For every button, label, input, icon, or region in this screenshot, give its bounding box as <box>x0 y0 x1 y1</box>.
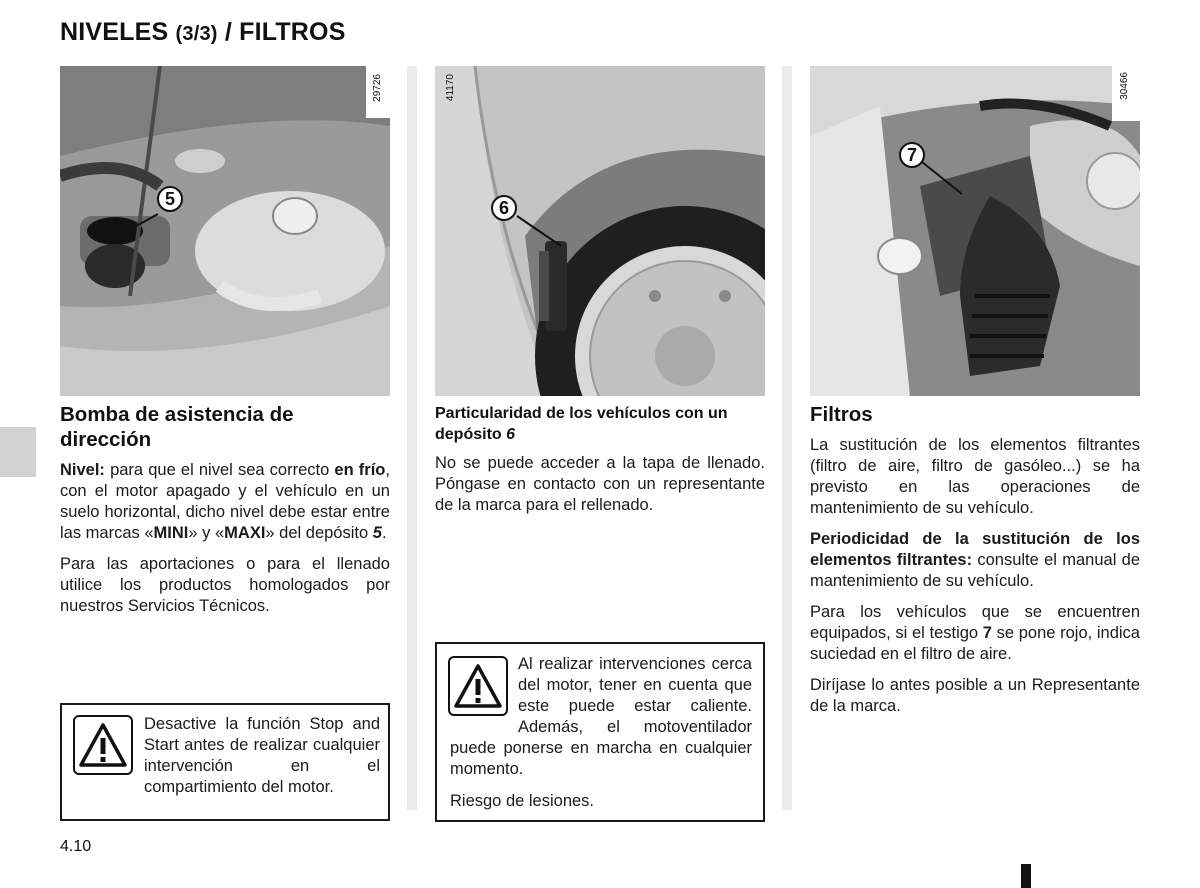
title-sub: (3/3) <box>175 23 218 45</box>
section-heading-filters: Filtros <box>810 403 873 426</box>
warning-triangle-icon <box>73 715 133 775</box>
photo-ref-number: 41170 <box>445 74 456 102</box>
warning-text-engine-hot: Al realizar intervenciones cerca del motor, tener en cuenta que este puede estar caliente. Además, el motoventilador puede ponerse en marcha en cualquier momento. <box>450 655 752 778</box>
dirijase-paragraph: Diríjase lo antes posible a un Representante de la marca. <box>810 676 1140 715</box>
callout-5: 5 <box>157 186 183 212</box>
photo-steering-reservoir <box>60 66 390 396</box>
section-tab <box>0 427 36 477</box>
warning-text-injury: Riesgo de lesiones. <box>450 792 595 810</box>
right-column <box>810 402 1140 727</box>
column-separator-1 <box>407 66 417 810</box>
photo-air-filter <box>810 66 1140 396</box>
warning-box-engine-hot <box>435 642 765 822</box>
section-heading-particularity: Particularidad de los vehículos con un depósito 6 <box>435 405 728 443</box>
photo-ref-number: 30466 <box>1119 72 1130 100</box>
callout-7: 7 <box>899 142 925 168</box>
page-number: 4.10 <box>60 838 92 855</box>
warning-box-stop-start <box>60 703 390 821</box>
photo-ref-number: 29726 <box>372 74 383 102</box>
middle-column <box>435 403 765 526</box>
testigo-paragraph: Para los vehículos que se encuentren equipados, si el testigo 7 se pone rojo, indica suciedad en el filtro de aire. <box>810 603 1140 663</box>
warning-text-stop-start: Desactive la función Stop and Start antes de realizar cualquier intervención en el compartimiento del motor. <box>144 715 380 796</box>
page-corner-mark <box>1021 864 1031 888</box>
aportaciones-paragraph: Para las aportaciones o para el llenado utilice los productos homologados por nuestros Servicios Técnicos. <box>60 555 390 615</box>
nivel-paragraph: Nivel: para que el nivel sea correcto en frío, con el motor apagado y el vehículo en un suelo horizontal, dicho nivel debe estar entre las marcas «MINI» y «MAXI» del depósito 5. <box>60 461 390 542</box>
title-rest: / FILTROS <box>224 18 346 46</box>
left-column <box>60 402 390 627</box>
column-separator-2 <box>782 66 792 810</box>
page-title <box>60 18 346 47</box>
photo-wheel-arch <box>435 66 765 396</box>
section-heading-steering: Bomba de asistencia de dirección <box>60 403 294 451</box>
periodicidad-paragraph: Periodicidad de la sustitución de los elementos filtrantes: consulte el manual de mantenimiento de su vehículo. <box>810 530 1140 590</box>
filters-intro: La sustitución de los elementos filtrantes (filtro de aire, filtro de gasóleo...) se ha previsto en las operaciones de mantenimiento de su vehículo. <box>810 436 1140 517</box>
title-main: NIVELES <box>60 18 169 46</box>
callout-6: 6 <box>491 195 517 221</box>
particularity-paragraph: No se puede acceder a la tapa de llenado. Póngase en contacto con un representante de la marca para el rellenado. <box>435 454 765 514</box>
